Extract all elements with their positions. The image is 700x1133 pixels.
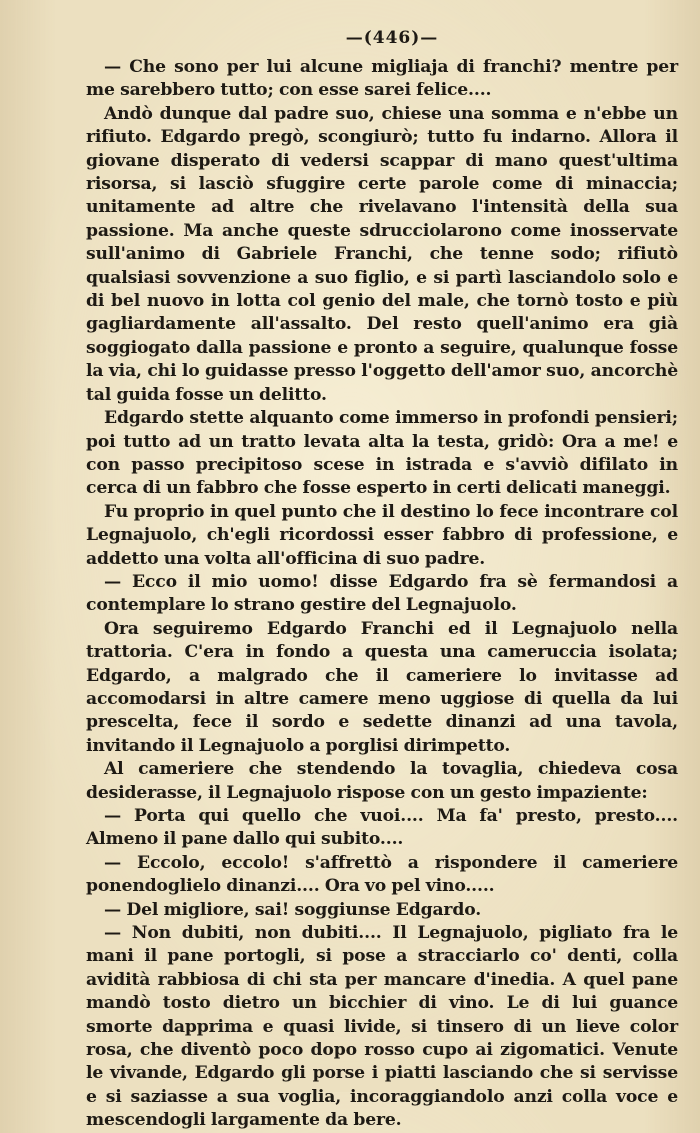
paragraph: — Porta qui quello che vuoi.... Ma fa' presto, presto.... Almeno il pane dallo qui subito.... <box>86 806 678 850</box>
paragraph: Al cameriere che stendendo la tovaglia, chiedeva cosa desiderasse, il Legnajuolo rispose con un gesto impaziente: <box>86 759 678 803</box>
paragraph: — Non dubiti, non dubiti.... Il Legnajuolo, pigliato fra le mani il pane portogli, si pose a stracciarlo co' denti, colla avidità rabbiosa di chi sta per mancare d'inedia. A quel pane mandò tosto dietro un bicchier di vino. Le di lui guance smorte dapprima e quasi livide, si tinsero di un lieve color rosa, che diventò poco dopo rosso cupo ai zigomatici. Venute le vivande, Edgardo gli porse i piatti lasciando che si servisse e si saziasse a sua voglia, incoraggiandolo anzi colla voce e mescendogli largamente da bere. <box>86 923 678 1131</box>
paragraph: Andò dunque dal padre suo, chiese una somma e n'ebbe un rifiuto. Edgardo pregò, scongiurò; tutto fu indarno. Allora il giovane disperato di vedersi scappar di mano quest'ultima risorsa, si lasciò sfuggire certe parole come di minaccia; unitamente ad altre che rivelavano l'intensità della sua passione. Ma anche queste sdrucciolarono come inosservate sull'animo di Gabriele Franchi, che tenne sodo; rifiutò qualsiasi sovvenzione a suo figlio, e si partì lasciandolo solo e di bel nuovo in lotta col genio del male, che tornò tosto e più gagliardamente all'assalto. Del resto quell'animo era già soggiogato dalla passione e pronto a seguire, qualunque fosse la via, chi lo guidasse presso l'oggetto dell'amor suo, ancorchè tal guida fosse un delitto. <box>86 103 678 405</box>
book-page <box>86 28 678 1133</box>
paragraph: — Del migliore, sai! soggiunse Edgardo. <box>104 899 482 920</box>
page-number: —(446)— <box>345 28 439 48</box>
paragraph: Edgardo stette alquanto come immerso in profondi pensieri; poi tutto ad un tratto levata alta la testa, gridò: Ora a me! e con passo precipitoso scese in istrada e s'avviò difilato in cerca di un fabbro che fosse esperto in certi delicati maneggi. <box>86 408 678 499</box>
page-text <box>86 56 678 1133</box>
paragraph: — Eccolo, eccolo! s'affrettò a rispondere il cameriere ponendoglielo dinanzi.... Ora vo pel vino..... <box>86 852 678 897</box>
paragraph: — Ecco il mio uomo! disse Edgardo fra sè fermandosi a contemplare lo strano gestire del Legnajuolo. <box>86 571 678 616</box>
paragraph: — Che sono per lui alcune migliaja di franchi? mentre per me sarebbero tutto; con esse sarei felice.... <box>86 57 678 101</box>
paragraph: Ora seguiremo Edgardo Franchi ed il Legnajuolo nella trattoria. C'era in fondo a questa una cameruccia isolata; Edgardo, a malgrado che il cameriere lo invitasse ad accomodarsi in altre camere meno uggiose di quella da lui prescelta, fece il sordo e sedette dinanzi ad una tavola, invitando il Legnajuolo a porglisi dirimpetto. <box>86 618 678 756</box>
paragraph: Fu proprio in quel punto che il destino lo fece incontrare col Legnajuolo, ch'egli ricordossi esser fabbro di professione, e addetto una volta all'officina di suo padre. <box>86 501 678 569</box>
